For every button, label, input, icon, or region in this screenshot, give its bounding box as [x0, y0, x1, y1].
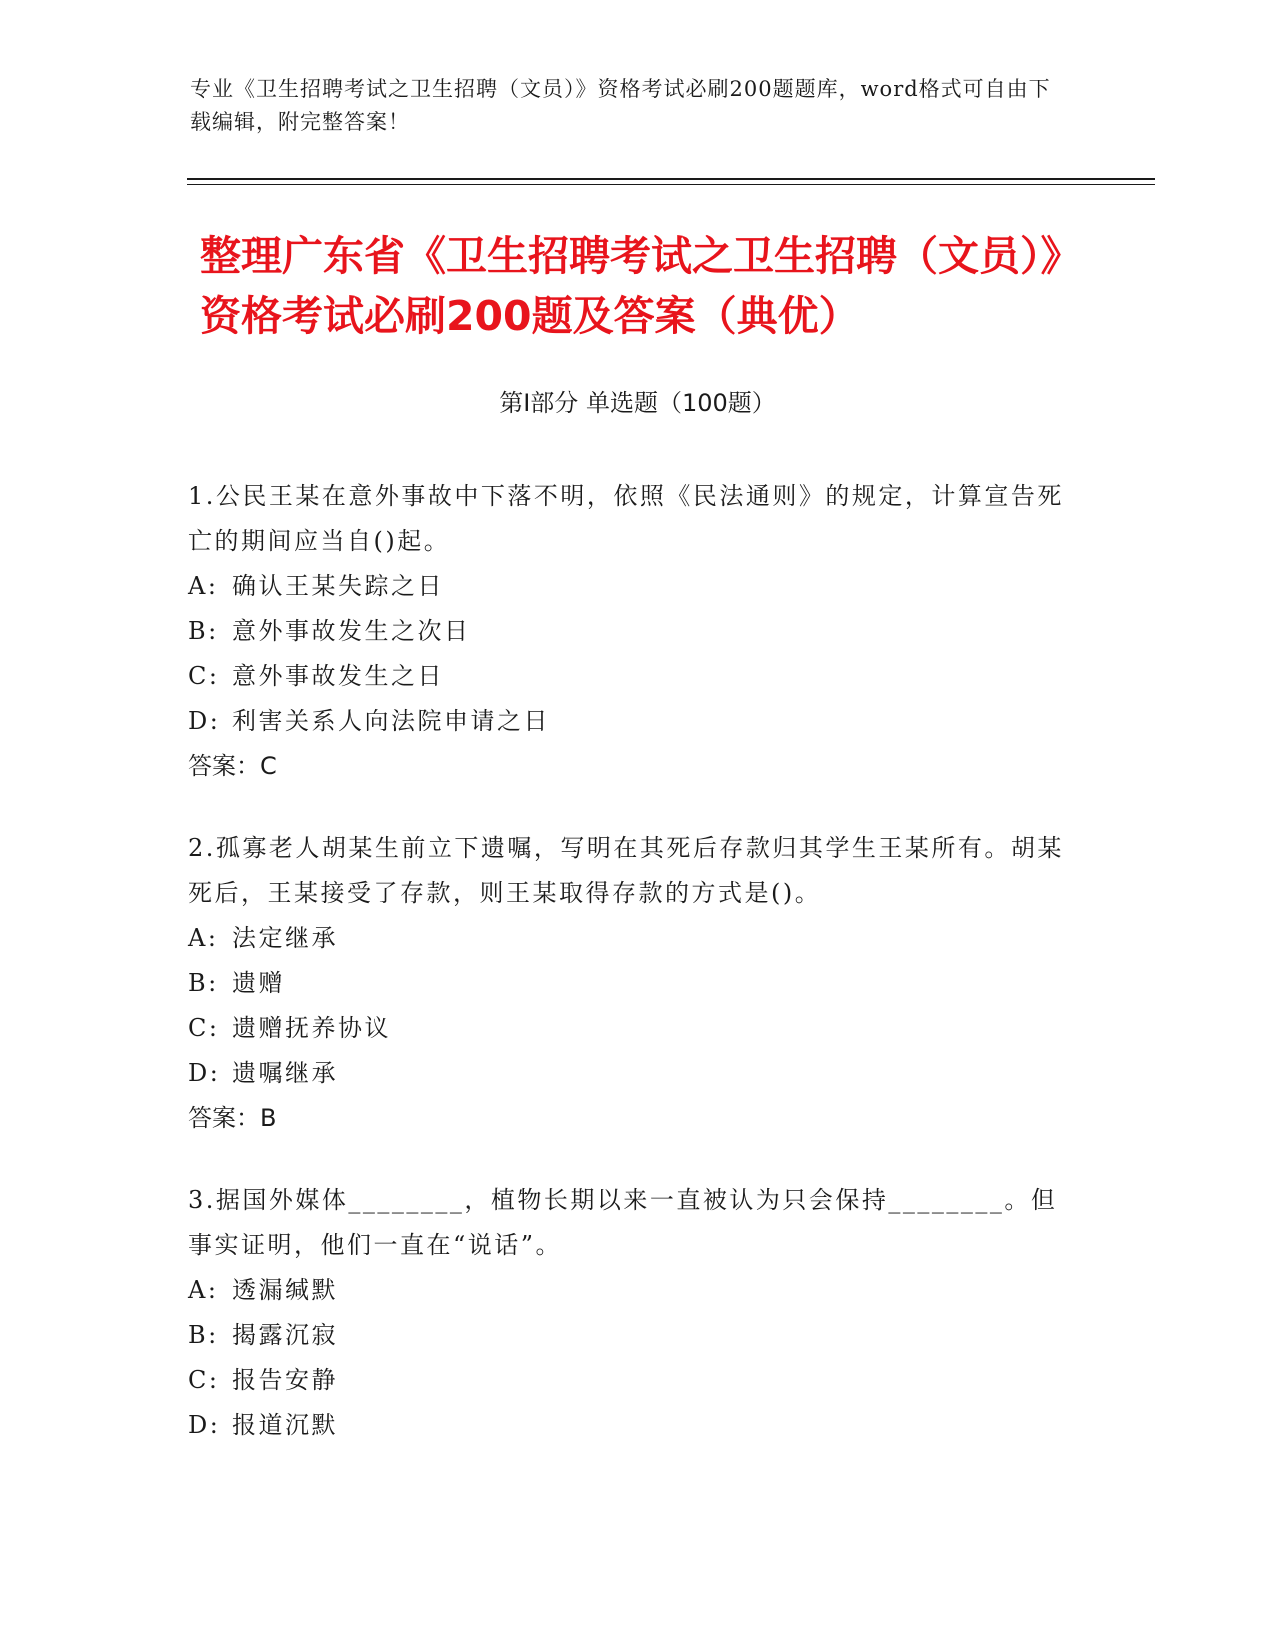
option-text: 遗嘱继承	[232, 1059, 338, 1087]
answer-label: 答案：	[188, 1104, 260, 1132]
section-heading: 第Ⅰ部分 单选题（100题）	[499, 389, 776, 417]
option-c	[188, 1006, 1068, 1051]
option-letter: C:	[188, 1366, 220, 1394]
question-1	[188, 474, 1068, 789]
option-b	[188, 961, 1068, 1006]
option-text: 法定继承	[232, 924, 338, 952]
option-text: 遗赠	[232, 969, 285, 997]
question-3	[188, 1178, 1068, 1448]
header-rule-thick	[187, 178, 1155, 180]
option-text: 确认王某失踪之日	[232, 572, 444, 600]
option-letter: B:	[188, 1321, 219, 1349]
question-stem: 1.公民王某在意外事故中下落不明，依照《民法通则》的规定，计算宣告死亡的期间应当自()起。	[188, 482, 1064, 555]
option-d	[188, 699, 1068, 744]
question-list	[188, 474, 1068, 1485]
option-letter: C:	[188, 1014, 220, 1042]
option-text: 透漏缄默	[232, 1276, 338, 1304]
option-c	[188, 1358, 1068, 1403]
answer-line	[188, 1096, 1068, 1141]
option-text: 遗赠抚养协议	[232, 1014, 391, 1042]
option-a	[188, 1268, 1068, 1313]
answer-label: 答案：	[188, 752, 260, 780]
option-a	[188, 564, 1068, 609]
option-letter: B:	[188, 617, 219, 645]
option-letter: A:	[188, 572, 219, 600]
option-letter: B:	[188, 969, 219, 997]
option-text: 报告安静	[232, 1366, 338, 1394]
option-d	[188, 1051, 1068, 1096]
option-b	[188, 1313, 1068, 1358]
option-d	[188, 1403, 1068, 1448]
option-text: 报道沉默	[232, 1411, 338, 1439]
option-letter: C:	[188, 662, 220, 690]
question-stem: 3.据国外媒体________，植物长期以来一直被认为只会保持________。但事实证明，他们一直在“说话”。	[188, 1186, 1058, 1259]
option-text: 利害关系人向法院申请之日	[232, 707, 550, 735]
answer-line	[188, 744, 1068, 789]
option-letter: A:	[188, 1276, 219, 1304]
answer-value: C	[260, 752, 277, 780]
option-text: 意外事故发生之次日	[232, 617, 471, 645]
option-c	[188, 654, 1068, 699]
option-text: 意外事故发生之日	[232, 662, 444, 690]
header-note: 专业《卫生招聘考试之卫生招聘（文员）》资格考试必刷200题题库，word格式可自由下载编辑，附完整答案！	[190, 77, 1051, 134]
question-stem: 2.孤寡老人胡某生前立下遗嘱，写明在其死后存款归其学生王某所有。胡某死后，王某接受了存款，则王某取得存款的方式是()。	[188, 834, 1064, 907]
option-letter: A:	[188, 924, 219, 952]
option-b	[188, 609, 1068, 654]
document-title: 整理广东省《卫生招聘考试之卫生招聘（文员）》资格考试必刷200题及答案（典优）	[200, 232, 1082, 340]
option-letter: D:	[188, 1411, 221, 1439]
answer-value: B	[260, 1104, 277, 1132]
option-text: 揭露沉寂	[232, 1321, 338, 1349]
option-a	[188, 916, 1068, 961]
header-rule-thin	[187, 184, 1155, 185]
option-letter: D:	[188, 707, 221, 735]
question-2	[188, 826, 1068, 1141]
option-letter: D:	[188, 1059, 221, 1087]
